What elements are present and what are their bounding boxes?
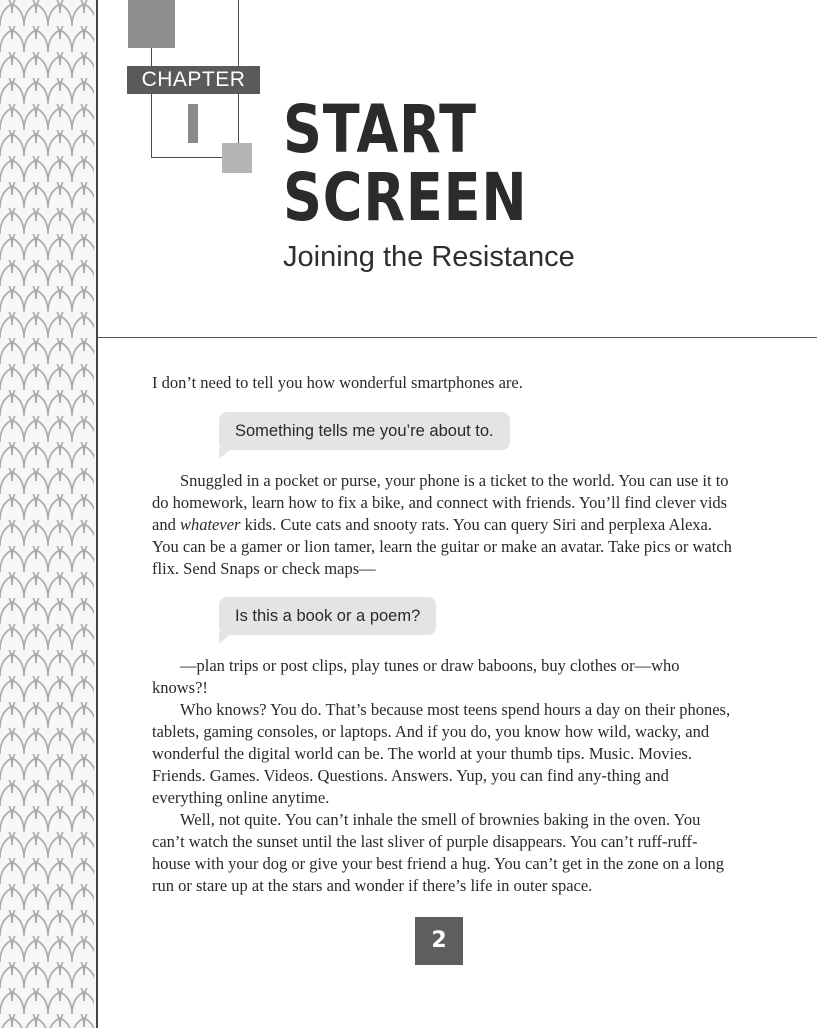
- chapter-subtitle: Joining the Resistance: [283, 241, 575, 273]
- paragraph-1-emphasis: whatever: [179, 515, 241, 534]
- speech-bubble-1: Something tells me you’re about to.: [219, 412, 510, 450]
- chapter-title: [283, 91, 528, 236]
- chapter-number-bar: [188, 104, 198, 143]
- paragraph-1-text-b: kids. Cute cats and snooty rats. You can query Siri and perplexa Alexa. You can be a gamer or lion tamer, learn the guitar or make an avatar. Take pics or watch flix. Send Snaps or check maps—: [152, 515, 732, 578]
- paragraph-2: —plan trips or post clips, play tunes or draw baboons, buy clothes or—who knows?!: [152, 656, 680, 697]
- paragraph-1: [152, 470, 732, 580]
- decorative-square-bottom: [222, 143, 252, 173]
- decorative-square-top: [128, 0, 175, 48]
- title-line-2: SCREEN: [283, 159, 528, 236]
- speech-bubble-2: Is this a book or a poem?: [219, 597, 436, 635]
- section-divider: [97, 337, 817, 338]
- paragraph-1-text-a: Snuggled in a pocket or purse, your phone is a ticket to the world. You can use it to do homework, learn how to fix a bike, and connect with friends. You’ll find clever vids and: [152, 471, 729, 534]
- title-line-1: START: [283, 91, 477, 168]
- chapter-label: CHAPTER: [127, 66, 260, 94]
- intro-paragraph: I don’t need to tell you how wonderful smartphones are.: [152, 373, 523, 392]
- speech-bubble-2-tail: [219, 632, 233, 644]
- paragraph-4: Well, not quite. You can’t inhale the smell of brownies baking in the oven. You can’t watch the sunset until the last sliver of purple disappears. You can’t ruff-ruff-house with your dog or give your best friend a hug. You can’t get in the zone on a long run or stare up at the stars and wonder if there’s life in outer space.: [152, 810, 725, 895]
- speech-bubble-1-tail: [219, 447, 233, 459]
- page-number: 2: [415, 917, 463, 965]
- side-pattern: [0, 0, 98, 1028]
- paragraph-3: Who knows? You do. That’s because most teens spend hours a day on their phones, tablets, gaming consoles, or laptops. And if you do, you know how wild, wacky, and wonderful the digital world can be. The world at your thumb tips. Music. Movies. Friends. Games. Videos. Questions. Answers. Yup, you can find any-thing and everything online anytime.: [152, 700, 731, 807]
